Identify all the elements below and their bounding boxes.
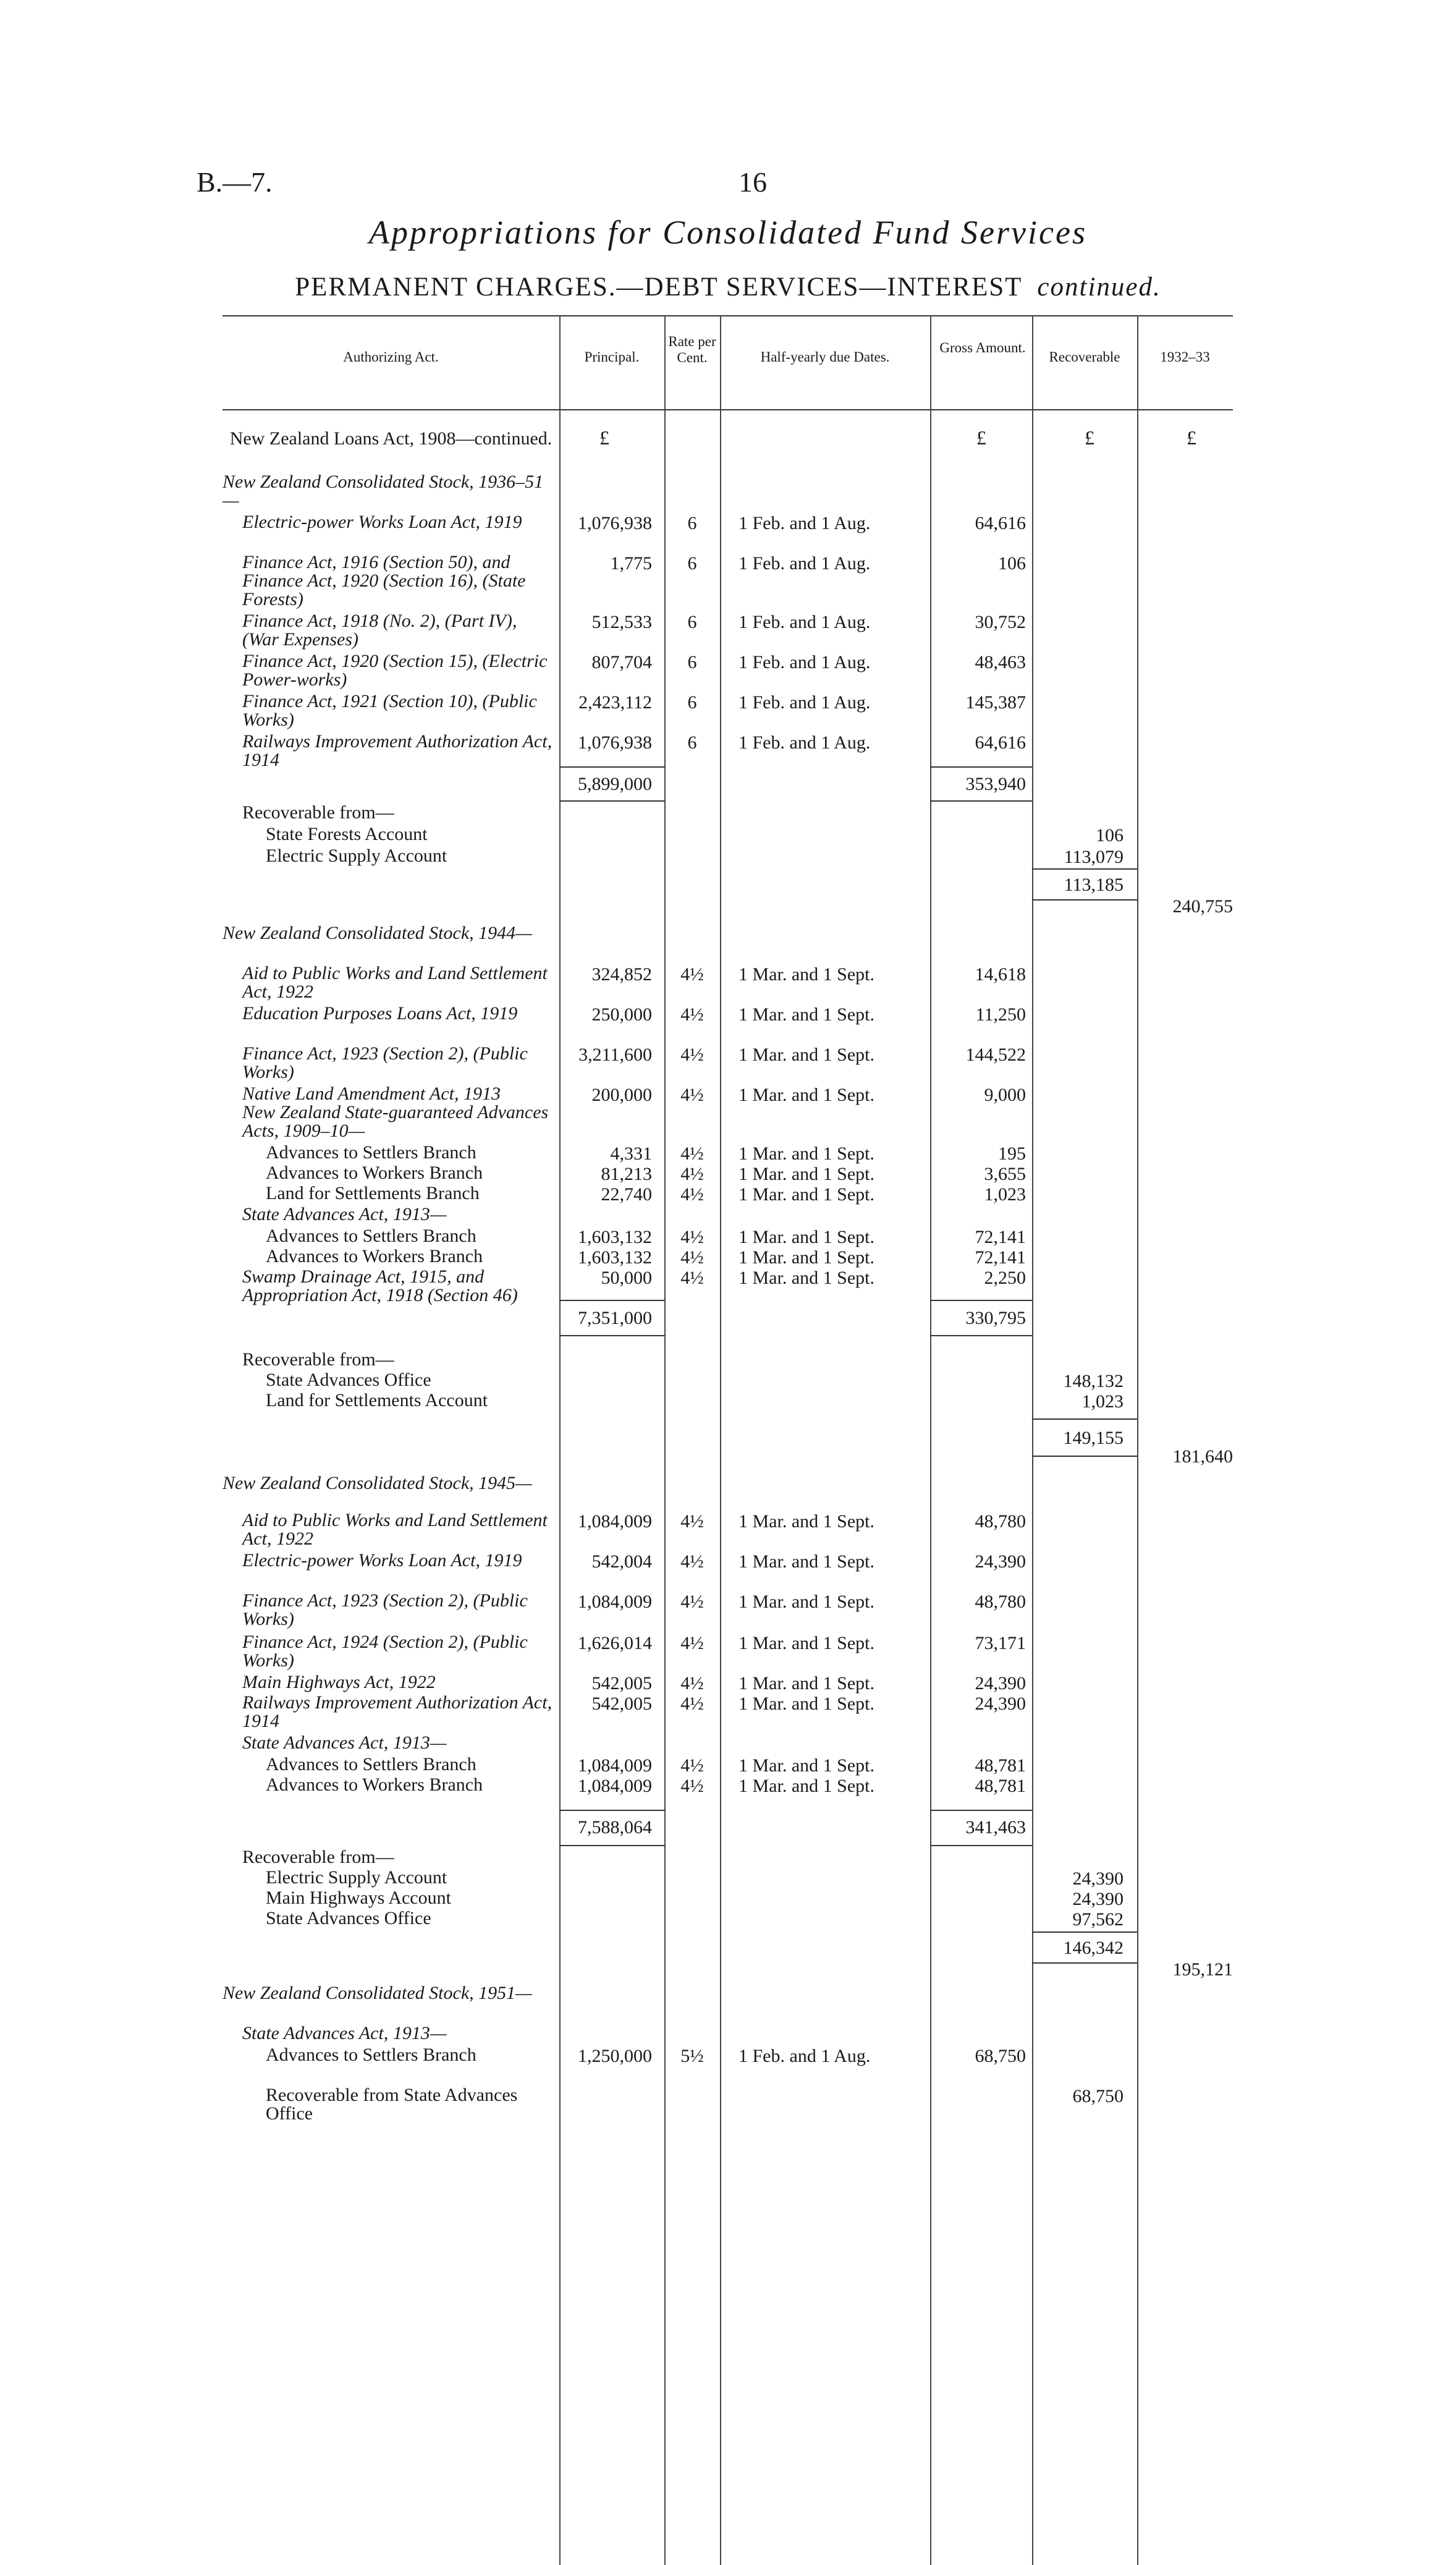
currency-gross: £: [976, 426, 986, 449]
recoverable-value: 97,562: [1072, 1909, 1124, 1930]
subtotal-rule: [559, 1845, 664, 1846]
due-dates: 1 Mar. and 1 Sept.: [739, 1592, 874, 1612]
principal-value: 4,331: [610, 1143, 652, 1164]
act-name: Electric Supply Account: [266, 1867, 447, 1888]
currency-principal: £: [599, 426, 609, 449]
act-name: New Zealand Consolidated Stock, 1944—: [222, 923, 532, 943]
recoverable-value: 24,390: [1072, 1868, 1124, 1889]
act-name: Finance Act, 1920 (Section 15), (Electric Power-works): [242, 651, 548, 690]
column-divider-rate: [664, 315, 666, 2565]
rate-value: 4½: [680, 1673, 704, 1694]
principal-value: 50,000: [601, 1268, 652, 1288]
subtotal-rule: [559, 766, 664, 768]
due-dates: 1 Feb. and 1 Aug.: [739, 692, 871, 713]
principal-value: 807,704: [591, 652, 652, 672]
column-divider-dates: [720, 315, 721, 2565]
currency-year: £: [1187, 426, 1196, 449]
header-rate: Rate per Cent.: [668, 334, 716, 365]
principal-value: 250,000: [591, 1004, 652, 1025]
rate-value: 4½: [680, 1045, 704, 1065]
rate-value: 4½: [680, 1227, 704, 1247]
principal-total: 7,351,000: [578, 1308, 652, 1328]
header-authorizing-act: Authorizing Act.: [343, 349, 439, 365]
rate-value: 4½: [680, 1592, 704, 1612]
recoverable-value: 113,079: [1064, 847, 1124, 867]
principal-value: 3,211,600: [578, 1045, 652, 1065]
act-name: Main Highways Act, 1922: [242, 1672, 436, 1692]
act-name: Land for Settlements Account: [266, 1390, 488, 1410]
header-principal: Principal.: [584, 349, 640, 365]
subtotal-rule: [559, 1335, 664, 1336]
rate-value: 6: [687, 732, 697, 753]
gross-value: 24,390: [975, 1694, 1026, 1714]
act-name: Advances to Settlers Branch: [266, 1754, 476, 1774]
gross-value: 64,616: [975, 513, 1026, 533]
due-dates: 1 Feb. and 1 Aug.: [739, 732, 871, 753]
due-dates: 1 Feb. and 1 Aug.: [739, 2046, 871, 2066]
recoverable-total: 113,185: [1064, 875, 1124, 895]
column-divider-gross: [930, 315, 931, 2565]
principal-value: 1,076,938: [578, 732, 652, 753]
due-dates: 1 Mar. and 1 Sept.: [739, 1633, 874, 1653]
act-name: Recoverable from—: [242, 802, 394, 823]
principal-value: 512,533: [591, 612, 652, 632]
due-dates: 1 Mar. and 1 Sept.: [739, 1045, 874, 1065]
principal-value: 1,626,014: [578, 1633, 652, 1653]
act-name: Recoverable from State Advances Office: [266, 2085, 518, 2124]
act-name: Recoverable from—: [242, 1349, 394, 1370]
gross-value: 145,387: [965, 692, 1026, 713]
gross-value: 48,781: [975, 1776, 1026, 1796]
principal-value: 542,004: [591, 1551, 652, 1572]
gross-value: 144,522: [965, 1045, 1026, 1065]
act-name: State Forests Account: [266, 824, 428, 844]
due-dates: 1 Mar. and 1 Sept.: [739, 1143, 874, 1164]
due-dates: 1 Mar. and 1 Sept.: [739, 1755, 874, 1776]
rate-value: 4½: [680, 1551, 704, 1572]
subtotal-rule: [930, 800, 1032, 802]
subtotal-rule: [930, 1335, 1032, 1336]
act-name: Swamp Drainage Act, 1915, and Appropriation Act, 1918 (Section 46): [242, 1266, 518, 1305]
act-name: Electric-power Works Loan Act, 1919: [242, 512, 522, 532]
rate-value: 4½: [680, 1776, 704, 1796]
year-value: 240,755: [1172, 896, 1233, 917]
due-dates: 1 Mar. and 1 Sept.: [739, 1268, 874, 1288]
header-recoverable: Recoverable: [1049, 349, 1120, 365]
gross-value: 30,752: [975, 612, 1026, 632]
gross-value: 14,618: [975, 964, 1026, 985]
rate-value: 5½: [680, 2046, 704, 2066]
gross-value: 9,000: [984, 1085, 1026, 1105]
principal-value: 1,084,009: [578, 1776, 652, 1796]
act-name: Electric-power Works Loan Act, 1919: [242, 1550, 522, 1571]
act-name: Native Land Amendment Act, 1913: [242, 1083, 501, 1104]
act-name: Recoverable from—: [242, 1847, 394, 1867]
column-divider-year: [1137, 315, 1138, 2565]
subtotal-rule: [930, 1300, 1032, 1301]
act-name: Finance Act, 1923 (Section 2), (Public Works): [242, 1043, 528, 1082]
gross-value: 2,250: [984, 1268, 1026, 1288]
act-name: New Zealand State-guaranteed Advances Acts, 1909–10—: [242, 1102, 549, 1141]
recoverable-value: 1,023: [1081, 1391, 1124, 1412]
principal-value: 2,423,112: [578, 692, 652, 713]
page-number: 16: [739, 166, 767, 198]
year-value: 195,121: [1172, 1959, 1233, 1980]
act-name: Advances to Settlers Branch: [266, 2045, 476, 2065]
gross-value: 72,141: [975, 1247, 1026, 1268]
principal-value: 1,603,132: [578, 1247, 652, 1268]
subtotal-rule: [1032, 1418, 1137, 1420]
principal-value: 81,213: [601, 1164, 652, 1184]
due-dates: 1 Feb. and 1 Aug.: [739, 513, 871, 533]
rate-value: 4½: [680, 1143, 704, 1164]
due-dates: 1 Mar. and 1 Sept.: [739, 1184, 874, 1205]
act-name: New Zealand Consolidated Stock, 1945—: [222, 1473, 532, 1493]
header-gross: Gross Amount.: [939, 340, 1026, 355]
act-name: Advances to Workers Branch: [266, 1246, 483, 1266]
recoverable-total: 146,342: [1063, 1938, 1124, 1958]
act-name: Finance Act, 1923 (Section 2), (Public Works): [242, 1590, 528, 1629]
gross-value: 48,463: [975, 652, 1026, 672]
act-name: State Advances Office: [266, 1370, 431, 1390]
principal-total: 5,899,000: [578, 774, 652, 794]
act-name: Main Highways Account: [266, 1888, 451, 1908]
rate-value: 4½: [680, 1004, 704, 1025]
subtotal-rule: [930, 1810, 1032, 1811]
header-bottom-rule: [222, 409, 1233, 410]
principal-value: 1,084,009: [578, 1755, 652, 1776]
due-dates: 1 Mar. and 1 Sept.: [739, 1511, 874, 1532]
recoverable-value: 106: [1096, 825, 1124, 846]
principal-value: 1,084,009: [578, 1511, 652, 1532]
due-dates: 1 Mar. and 1 Sept.: [739, 1247, 874, 1268]
gross-total: 330,795: [965, 1308, 1026, 1328]
principal-total: 7,588,064: [578, 1817, 652, 1838]
recoverable-value: 24,390: [1072, 1889, 1124, 1909]
act-name: State Advances Act, 1913—: [242, 1204, 447, 1224]
header-year: 1932–33: [1160, 349, 1210, 365]
due-dates: 1 Mar. and 1 Sept.: [739, 1227, 874, 1247]
gross-value: 195: [998, 1143, 1026, 1164]
page-title: Appropriations for Consolidated Fund Services: [369, 214, 1087, 251]
rate-value: 4½: [680, 1268, 704, 1288]
gross-total: 353,940: [965, 774, 1026, 794]
due-dates: 1 Feb. and 1 Aug.: [739, 652, 871, 672]
rate-value: 4½: [680, 1164, 704, 1184]
rate-value: 4½: [680, 1633, 704, 1653]
due-dates: 1 Mar. and 1 Sept.: [739, 1085, 874, 1105]
rate-value: 6: [687, 553, 697, 574]
due-dates: 1 Feb. and 1 Aug.: [739, 553, 871, 574]
principal-value: 1,076,938: [578, 513, 652, 533]
section-subtitle: PERMANENT CHARGES.—DEBT SERVICES—INTEREST continued.: [295, 273, 1161, 302]
act-name: Advances to Workers Branch: [266, 1163, 483, 1183]
act-name: Land for Settlements Branch: [266, 1183, 480, 1203]
rate-value: 4½: [680, 1247, 704, 1268]
subtotal-rule: [1032, 1962, 1137, 1964]
principal-value: 200,000: [591, 1085, 652, 1105]
subtotal-rule: [1032, 1931, 1137, 1933]
act-name: Advances to Settlers Branch: [266, 1142, 476, 1163]
act-name: Railways Improvement Authorization Act, 1914: [242, 1692, 552, 1731]
principal-value: 542,005: [591, 1673, 652, 1694]
recoverable-value: 68,750: [1072, 2086, 1124, 2106]
principal-value: 1,775: [610, 553, 652, 574]
due-dates: 1 Feb. and 1 Aug.: [739, 612, 871, 632]
recoverable-value: 148,132: [1063, 1371, 1124, 1391]
gross-value: 24,390: [975, 1551, 1026, 1572]
gross-value: 48,780: [975, 1592, 1026, 1612]
rate-value: 4½: [680, 1694, 704, 1714]
due-dates: 1 Mar. and 1 Sept.: [739, 1551, 874, 1572]
act-name: New Zealand Consolidated Stock, 1951—: [222, 1983, 532, 2003]
rate-value: 4½: [680, 1085, 704, 1105]
gross-value: 1,023: [984, 1184, 1026, 1205]
rate-value: 4½: [680, 1184, 704, 1205]
principal-value: 324,852: [591, 964, 652, 985]
rate-value: 4½: [680, 1755, 704, 1776]
rate-value: 4½: [680, 1511, 704, 1532]
gross-value: 3,655: [984, 1164, 1026, 1184]
act-name: State Advances Act, 1913—: [242, 2023, 447, 2043]
table-top-rule: [222, 315, 1233, 316]
act-name: Finance Act, 1918 (No. 2), (Part IV), (War Expenses): [242, 611, 517, 650]
act-name: Finance Act, 1924 (Section 2), (Public Works): [242, 1632, 528, 1671]
due-dates: 1 Mar. and 1 Sept.: [739, 1694, 874, 1714]
rate-value: 4½: [680, 964, 704, 985]
gross-value: 48,781: [975, 1755, 1026, 1776]
year-value: 181,640: [1172, 1446, 1233, 1467]
gross-value: 73,171: [975, 1633, 1026, 1653]
principal-value: 542,005: [591, 1694, 652, 1714]
gross-value: 24,390: [975, 1673, 1026, 1694]
subtotal-rule: [930, 766, 1032, 768]
principal-value: 1,603,132: [578, 1227, 652, 1247]
act-name: Advances to Workers Branch: [266, 1774, 483, 1795]
act-name: Electric Supply Account: [266, 846, 447, 866]
rate-value: 6: [687, 612, 697, 632]
subtotal-rule: [930, 1845, 1032, 1846]
gross-total: 341,463: [965, 1817, 1026, 1838]
page-reference: B.—7.: [197, 166, 273, 198]
due-dates: 1 Mar. and 1 Sept.: [739, 1673, 874, 1694]
act-name: State Advances Office: [266, 1908, 431, 1928]
act-name: New Zealand Loans Act, 1908—continued.: [229, 428, 552, 449]
act-name: Railways Improvement Authorization Act, 1914: [242, 731, 552, 770]
gross-value: 64,616: [975, 732, 1026, 753]
subtotal-rule: [1032, 1456, 1137, 1457]
gross-value: 68,750: [975, 2046, 1026, 2066]
currency-recoverable: £: [1085, 426, 1094, 449]
act-name: State Advances Act, 1913—: [242, 1732, 447, 1753]
subtotal-rule: [1032, 868, 1137, 870]
act-name: Aid to Public Works and Land Settlement Act, 1922: [242, 1510, 548, 1549]
rate-value: 6: [687, 652, 697, 672]
gross-value: 48,780: [975, 1511, 1026, 1532]
column-divider-recoverable: [1032, 315, 1033, 2565]
gross-value: 11,250: [975, 1004, 1026, 1025]
act-name: Aid to Public Works and Land Settlement Act, 1922: [242, 963, 548, 1002]
due-dates: 1 Mar. and 1 Sept.: [739, 1776, 874, 1796]
act-name: Advances to Settlers Branch: [266, 1226, 476, 1246]
subtotal-rule: [559, 800, 664, 802]
recoverable-total: 149,155: [1063, 1428, 1124, 1448]
due-dates: 1 Mar. and 1 Sept.: [739, 1164, 874, 1184]
subtotal-rule: [1032, 899, 1137, 901]
due-dates: 1 Mar. and 1 Sept.: [739, 964, 874, 985]
principal-value: 22,740: [601, 1184, 652, 1205]
rate-value: 6: [687, 692, 697, 713]
act-name: Finance Act, 1916 (Section 50), and Finance Act, 1920 (Section 16), (State Forests): [242, 552, 526, 609]
header-dates: Half-yearly due Dates.: [760, 349, 890, 365]
subtotal-rule: [559, 1810, 664, 1811]
principal-value: 1,250,000: [578, 2046, 652, 2066]
act-name: New Zealand Consolidated Stock, 1936–51—: [222, 472, 544, 511]
act-name: Finance Act, 1921 (Section 10), (Public Works): [242, 691, 537, 730]
gross-value: 72,141: [975, 1227, 1026, 1247]
subtotal-rule: [559, 1300, 664, 1301]
rate-value: 6: [687, 513, 697, 533]
act-name: Education Purposes Loans Act, 1919: [242, 1003, 518, 1024]
principal-value: 1,084,009: [578, 1592, 652, 1612]
gross-value: 106: [998, 553, 1026, 574]
due-dates: 1 Mar. and 1 Sept.: [739, 1004, 874, 1025]
